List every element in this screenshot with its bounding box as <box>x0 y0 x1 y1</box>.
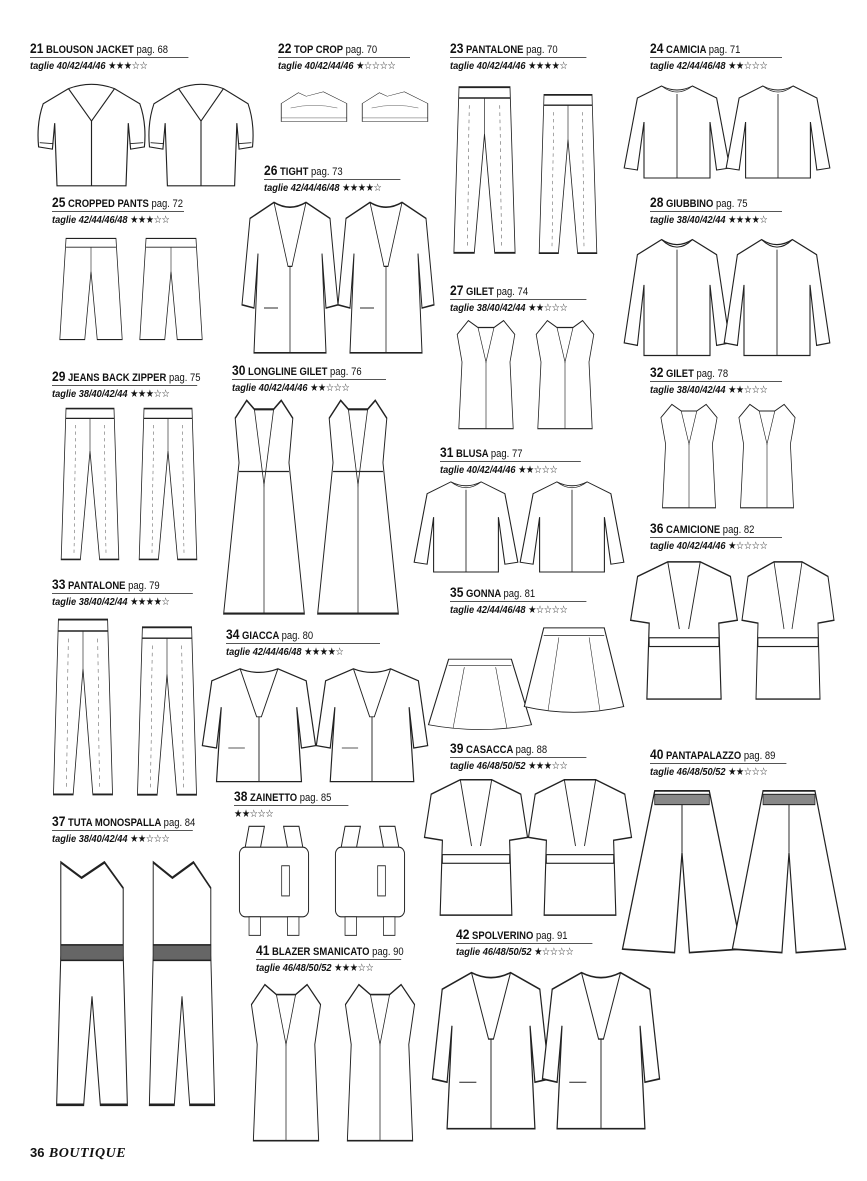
casacca-front-illustration <box>420 774 532 918</box>
item-34 <box>226 628 401 658</box>
item-sizes: taglie 46/48/50/52 ★★★☆☆ <box>450 757 586 772</box>
blazer-smanicato-back-illustration <box>332 978 428 1144</box>
shirt-front-illustration <box>622 80 732 180</box>
item-sizes: taglie 42/44/46/48 ★★☆☆☆ <box>650 57 782 72</box>
item-title: 38 ZAINETTO pag. 85 <box>234 788 332 804</box>
item-26 <box>264 164 419 194</box>
item-title: 25 CROPPED PANTS pag. 72 <box>52 194 184 210</box>
rating-stars: ★★★☆☆ <box>528 760 568 772</box>
camicione-back-illustration <box>738 556 838 702</box>
rating-stars: ★★★☆☆ <box>108 60 148 72</box>
pants-back-illustration <box>528 88 608 260</box>
item-sizes: taglie 38/40/42/44 ★★★☆☆ <box>52 385 197 400</box>
item-33 <box>52 578 212 608</box>
pantapalazzo-front-illustration <box>620 784 744 956</box>
gilet-2-front-illustration <box>650 400 728 510</box>
gilet-front-illustration <box>446 316 526 431</box>
longline-gilet-back-illustration <box>310 396 406 618</box>
rating-stars: ★★★★☆ <box>728 214 768 226</box>
zainetto-front-illustration <box>226 824 322 940</box>
item-sizes: taglie 40/42/44/46 ★☆☆☆☆ <box>278 57 410 72</box>
item-22 <box>278 42 428 72</box>
item-title: 34 GIACCA pag. 80 <box>226 626 314 642</box>
item-title: 24 CAMICIA pag. 71 <box>650 40 741 56</box>
rating-stars: ★☆☆☆☆ <box>356 60 396 72</box>
item-sizes: taglie 42/44/46/48 ★☆☆☆☆ <box>450 601 586 616</box>
rating-stars: ★★☆☆☆ <box>518 464 558 476</box>
item-title: 23 PANTALONE pag. 70 <box>450 40 558 56</box>
tuta-back-illustration <box>134 852 230 1110</box>
item-23 <box>450 42 605 72</box>
item-29 <box>52 370 217 400</box>
item-title: 40 PANTAPALAZZO pag. 89 <box>650 746 776 762</box>
item-38 <box>234 790 364 820</box>
rating-stars: ★★☆☆☆ <box>310 382 350 394</box>
item-sizes: taglie 38/40/42/44 ★★★★☆ <box>650 211 782 226</box>
rating-stars: ★★★★☆ <box>342 182 382 194</box>
item-25 <box>52 196 202 226</box>
gilet-back-illustration <box>525 316 605 431</box>
item-36 <box>650 522 800 552</box>
item-30 <box>232 364 407 394</box>
blazer-smanicato-front-illustration <box>238 978 334 1144</box>
rating-stars: ★☆☆☆☆ <box>728 540 768 552</box>
rating-stars: ★★★☆☆ <box>334 962 374 974</box>
item-sizes: taglie 40/42/44/46 ★★★☆☆ <box>30 57 188 72</box>
item-21 <box>30 42 210 72</box>
pantalone-2-front-illustration <box>42 612 124 802</box>
rating-stars: ★★☆☆☆ <box>130 833 170 845</box>
rating-stars: ★★☆☆☆ <box>728 766 768 778</box>
item-title: 21 BLOUSON JACKET pag. 68 <box>30 40 169 56</box>
item-title: 32 GILET pag. 78 <box>650 364 729 380</box>
giacca-front-illustration <box>200 664 318 784</box>
giacca-back-illustration <box>314 664 430 784</box>
rating-stars: ★★★☆☆ <box>130 214 170 226</box>
item-sizes: taglie 46/48/50/52 ★★★☆☆ <box>256 959 401 974</box>
item-sizes: taglie 46/48/50/52 ★☆☆☆☆ <box>456 943 592 958</box>
cropped-pants-front-illustration <box>52 234 130 344</box>
item-37 <box>52 815 212 845</box>
item-title: 29 JEANS BACK ZIPPER pag. 75 <box>52 368 201 384</box>
item-title: 41 BLAZER SMANICATO pag. 90 <box>256 942 404 958</box>
gilet-2-back-illustration <box>728 400 806 510</box>
item-sizes: taglie 40/42/44/46 ★★★★☆ <box>450 57 586 72</box>
item-sizes: taglie 38/40/42/44 ★★☆☆☆ <box>52 830 193 845</box>
blusa-front-illustration <box>412 476 520 574</box>
item-title: 22 TOP CROP pag. 70 <box>278 40 378 56</box>
item-sizes: taglie 42/44/46/48 ★★★★☆ <box>226 643 380 658</box>
item-title: 36 CAMICIONE pag. 82 <box>650 520 755 536</box>
page-number: 36 <box>30 1145 45 1160</box>
spolverino-front-illustration <box>430 966 552 1132</box>
rating-stars: ★☆☆☆☆ <box>534 946 574 958</box>
tight-coat-back-illustration <box>336 196 436 356</box>
zainetto-back-illustration <box>322 824 418 940</box>
camicione-front-illustration <box>626 556 742 702</box>
page-footer <box>30 1144 126 1162</box>
item-32 <box>650 366 800 396</box>
item-40 <box>650 748 805 778</box>
item-41 <box>256 944 421 974</box>
item-sizes: taglie 38/40/42/44 ★★☆☆☆ <box>450 299 586 314</box>
item-title: 42 SPOLVERINO pag. 91 <box>456 926 568 942</box>
item-sizes: taglie 40/42/44/46 ★☆☆☆☆ <box>650 537 782 552</box>
rating-stars: ★★☆☆☆ <box>728 60 768 72</box>
giubbino-front-illustration <box>622 232 732 358</box>
item-title: 37 TUTA MONOSPALLA pag. 84 <box>52 813 196 829</box>
gonna-back-illustration <box>520 624 628 720</box>
rating-stars: ★★☆☆☆ <box>528 302 568 314</box>
item-sizes: taglie 42/44/46/48 ★★★★☆ <box>264 179 400 194</box>
item-title: 35 GONNA pag. 81 <box>450 584 536 600</box>
pants-front-illustration <box>442 80 527 260</box>
rating-stars: ★★★★☆ <box>130 596 170 608</box>
rating-stars: ★★☆☆☆ <box>234 808 274 820</box>
item-sizes: taglie 46/48/50/52 ★★☆☆☆ <box>650 763 786 778</box>
item-title: 28 GIUBBINO pag. 75 <box>650 194 748 210</box>
spolverino-back-illustration <box>540 966 662 1132</box>
item-title: 33 PANTALONE pag. 79 <box>52 576 160 592</box>
shirt-back-illustration <box>724 80 832 180</box>
item-39 <box>450 742 605 772</box>
item-sizes: taglie 40/42/44/46 ★★☆☆☆ <box>232 379 386 394</box>
item-sizes: taglie 42/44/46/48 ★★★☆☆ <box>52 211 184 226</box>
item-35 <box>450 586 605 616</box>
item-31 <box>440 446 600 476</box>
top-crop-back-illustration <box>356 90 434 135</box>
rating-stars: ★★☆☆☆ <box>728 384 768 396</box>
item-24 <box>650 42 800 72</box>
item-title: 26 TIGHT pag. 73 <box>264 162 343 178</box>
item-sizes: taglie 40/42/44/46 ★★☆☆☆ <box>440 461 581 476</box>
top-crop-front-illustration <box>275 90 353 135</box>
rating-stars: ★☆☆☆☆ <box>528 604 568 616</box>
item-title: 39 CASACCA pag. 88 <box>450 740 548 756</box>
cropped-pants-back-illustration <box>132 234 210 344</box>
tuta-front-illustration <box>40 852 144 1110</box>
pantapalazzo-back-illustration <box>730 784 848 956</box>
item-title: 31 BLUSA pag. 77 <box>440 444 523 460</box>
magazine-logo: BOUTIQUE <box>48 1146 127 1161</box>
jacket-back-illustration <box>145 80 257 188</box>
rating-stars: ★★★★☆ <box>528 60 568 72</box>
item-28 <box>650 196 800 226</box>
item-sizes <box>234 805 348 820</box>
pantalone-2-back-illustration <box>126 620 208 802</box>
item-27 <box>450 284 605 314</box>
giubbino-back-illustration <box>722 232 832 358</box>
jeans-back-illustration <box>128 402 208 566</box>
rating-stars: ★★★★☆ <box>304 646 344 658</box>
item-title: 30 LONGLINE GILET pag. 76 <box>232 362 362 378</box>
jeans-front-illustration <box>50 402 130 566</box>
item-title: 27 GILET pag. 74 <box>450 282 529 298</box>
jacket-front-illustration <box>34 80 149 188</box>
tight-coat-front-illustration <box>240 196 340 356</box>
item-sizes: taglie 38/40/42/44 ★★☆☆☆ <box>650 381 782 396</box>
blusa-back-illustration <box>518 476 626 574</box>
rating-stars: ★★★☆☆ <box>130 388 170 400</box>
longline-gilet-front-illustration <box>216 396 312 618</box>
item-sizes: taglie 38/40/42/44 ★★★★☆ <box>52 593 193 608</box>
item-42 <box>456 928 611 958</box>
